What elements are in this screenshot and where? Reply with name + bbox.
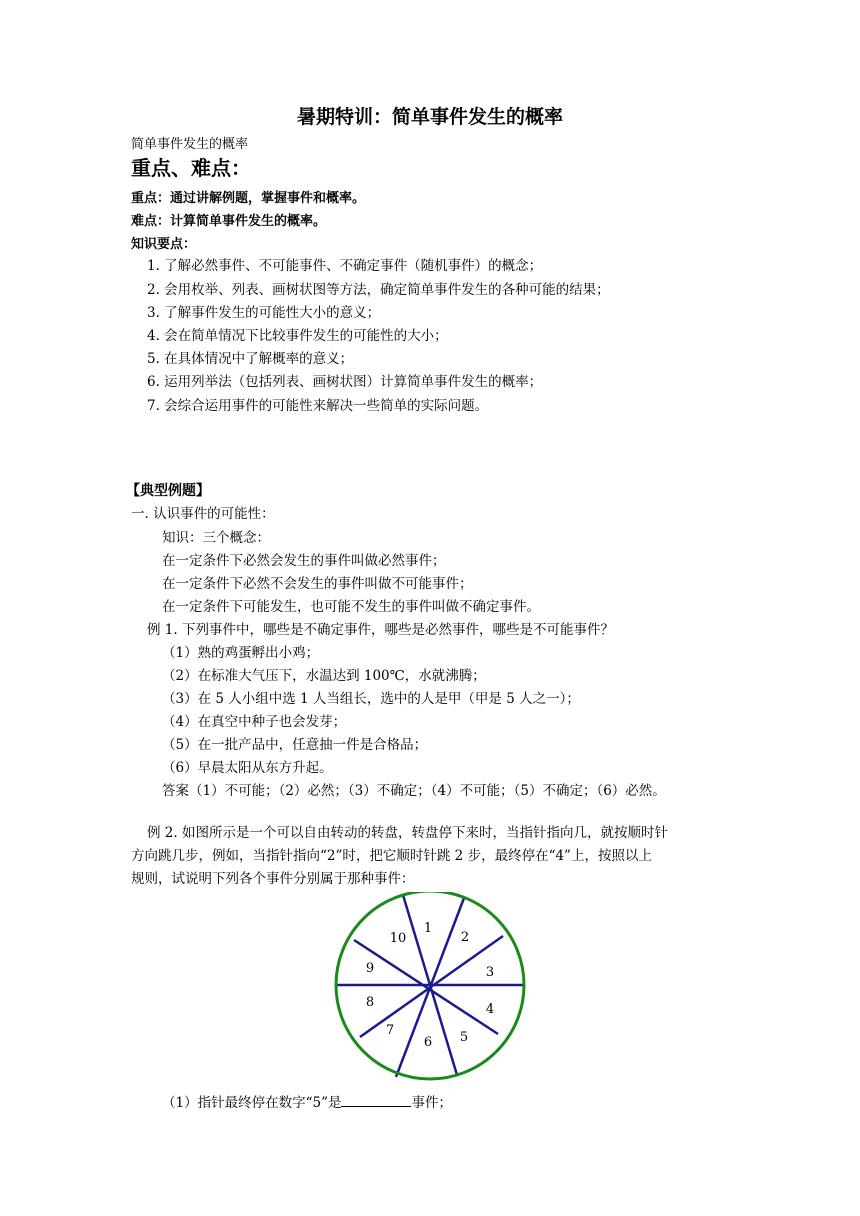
example1-item: （1）熟的鸡蛋孵出小鸡；	[162, 645, 320, 661]
key-point: 重点：通过讲解例题，掌握事件和概率。	[131, 191, 366, 206]
example2-text: 方向跳几步，例如，当指针指向“2”时，把它顺时针跳 2 步，最终停在“4”上，按照以上	[131, 848, 652, 864]
knowledge-item: 3. 了解事件发生的可能性大小的意义；	[147, 305, 381, 321]
concepts-intro: 知识：三个概念：	[162, 530, 270, 546]
example1-item: （3）在 5 人小组中选 1 人当组长，选中的人是甲（甲是 5 人之一）；	[162, 691, 580, 707]
part1-heading: 一. 认识事件的可能性：	[131, 506, 275, 522]
knowledge-item: 1. 了解必然事件、不可能事件、不确定事件（随机事件）的概念；	[147, 258, 543, 274]
knowledge-item: 7. 会综合运用事件的可能性来解决一些简单的实际问题。	[147, 398, 489, 414]
knowledge-item: 5. 在具体情况中了解概率的意义；	[147, 351, 354, 367]
example2-question-1	[162, 1094, 452, 1111]
page-title: 暑期特训：简单事件发生的概率	[296, 106, 563, 128]
example2-text: 例 2. 如图所示是一个可以自由转动的转盘，转盘停下来时，当指针指向几，就按顺时针	[147, 825, 668, 841]
example1-answer: 答案（1）不可能；（2）必然；（3）不确定；（4）不可能；（5）不确定；（6）必然。	[162, 783, 666, 799]
knowledge-item: 2. 会用枚举、列表、画树状图等方法，确定简单事件发生的各种可能的结果；	[147, 282, 610, 298]
knowledge-item: 4. 会在简单情况下比较事件发生的可能性的大小；	[147, 328, 448, 344]
concept-line: 在一定条件下必然不会发生的事件叫做不可能事件；	[162, 576, 473, 592]
section-heading: 重点、难点：	[131, 156, 251, 180]
example1-item: （5）在一批产品中，任意抽一件是合格品；	[162, 737, 428, 753]
wheel-number-8: 8	[365, 995, 375, 1010]
example1-item: （2）在标准大气压下，水温达到 100℃，水就沸腾；	[162, 668, 486, 684]
example1-question: 例 1. 下列事件中，哪些是不确定事件，哪些是必然事件，哪些是不可能事件？	[147, 622, 614, 638]
wheel-number-7: 7	[385, 1023, 395, 1038]
example1-item: （4）在真空中种子也会发芽；	[162, 714, 347, 730]
question-text: （1）指针最终停在数字“5”是	[162, 1095, 342, 1111]
wheel-number-4: 4	[485, 1002, 495, 1017]
wheel-number-3: 3	[485, 965, 495, 980]
wheel-number-2: 2	[460, 930, 470, 945]
concept-line: 在一定条件下必然会发生的事件叫做必然事件；	[162, 553, 446, 569]
difficult-point: 难点：计算简单事件发生的概率。	[131, 214, 327, 229]
wheel-number-1: 1	[423, 921, 433, 936]
example1-item: （6）早晨太阳从东方升起。	[162, 760, 333, 776]
concept-line: 在一定条件下可能发生，也可能不发生的事件叫做不确定事件。	[162, 599, 540, 615]
question-text: 事件；	[411, 1095, 452, 1111]
knowledge-heading: 知识要点：	[131, 237, 197, 252]
knowledge-item: 6. 运用列举法（包括列表、画树状图）计算简单事件发生的概率；	[147, 374, 543, 390]
subtitle: 简单事件发生的概率	[131, 137, 249, 152]
wheel-number-9: 9	[365, 961, 375, 976]
wheel-number-6: 6	[423, 1035, 433, 1050]
example2-text: 规则，试说明下列各个事件分别属于那种事件：	[131, 871, 415, 887]
spinner-wheel-diagram	[332, 892, 528, 1082]
answer-blank	[341, 1094, 411, 1107]
wheel-number-5: 5	[459, 1030, 469, 1045]
wheel-number-10: 10	[389, 931, 407, 946]
examples-heading: 【典型例题】	[126, 483, 210, 499]
